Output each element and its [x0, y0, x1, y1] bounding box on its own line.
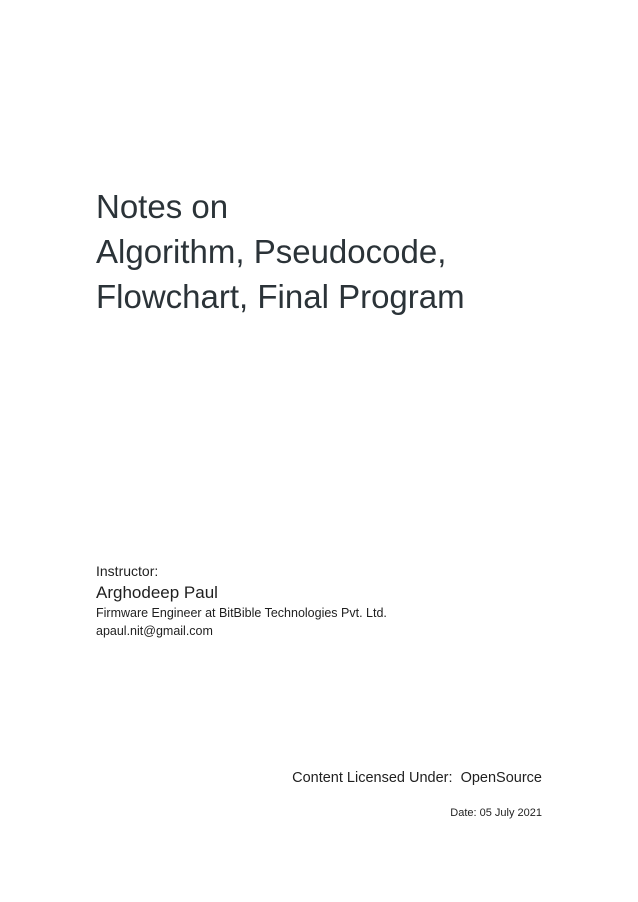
document-date: Date: 05 July 2021 [450, 807, 542, 819]
instructor-email: apaul.nit@gmail.com [96, 624, 213, 638]
instructor-label: Instructor: [96, 563, 159, 579]
instructor-name: Arghodeep Paul [96, 583, 218, 602]
instructor-role: Firmware Engineer at BitBible Technologies Pvt. Ltd. [96, 606, 387, 620]
title-line-2: Algorithm, Pseudocode, [96, 233, 447, 270]
instructor-block [96, 562, 576, 640]
title-line-1: Notes on [96, 188, 229, 225]
title-line-3: Flowchart, Final Program [96, 278, 465, 315]
license-statement: Content Licensed Under: OpenSource [292, 770, 542, 786]
title-block [96, 184, 616, 319]
